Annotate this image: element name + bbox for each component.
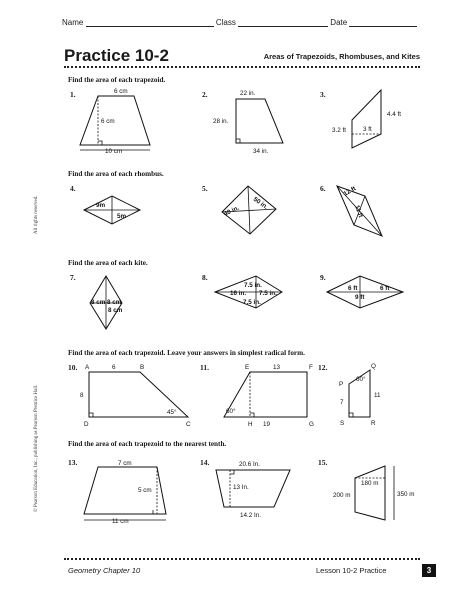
p13-base: 11 cm: [112, 518, 129, 525]
problem-6-number: 6.: [320, 184, 326, 193]
p3-left-label: 3.2 ft: [332, 127, 347, 134]
problem-7-number: 7.: [70, 273, 76, 282]
side-rights: All rights reserved.: [34, 195, 39, 234]
page-title: Practice 10-2: [64, 46, 169, 65]
problem-9-figure: [327, 276, 403, 308]
side-copyright: © Pearson Education, Inc., publishing as Pearson Prentice Hall.: [34, 384, 39, 512]
p1-base-label: 10 cm: [105, 148, 123, 155]
name-label: Name: [62, 18, 84, 27]
p15-left: 200 m: [333, 492, 351, 499]
problem-11-figure: [224, 364, 314, 428]
p6-a-label: 12 ft: [342, 185, 358, 198]
p2-side-label: 28 in.: [213, 118, 229, 125]
problem-5-figure: [222, 186, 276, 234]
p6-b-label: 11 ft: [353, 204, 365, 219]
p12-right: 11: [374, 392, 381, 399]
problem-15-figure: [333, 466, 415, 520]
p15-right: 350 m: [397, 491, 415, 498]
p12-P: P: [339, 381, 344, 388]
p7-b-label: 8 cm: [107, 299, 122, 306]
p11-E: E: [245, 364, 250, 371]
p1-top-label: 6 cm: [114, 88, 128, 95]
p11-G: G: [309, 421, 314, 428]
p14-h: 13 In.: [233, 484, 249, 491]
problem-10-figure: [80, 364, 191, 428]
p13-h: 5 cm: [138, 487, 152, 494]
p2-base-label: 34 in.: [253, 148, 269, 155]
problem-12-number: 12.: [318, 363, 328, 372]
class-label: Class: [215, 18, 236, 27]
p10-A: A: [85, 364, 90, 371]
p14-base: 14.2 In.: [240, 512, 262, 519]
p11-base: 19: [263, 421, 271, 428]
page-number: 3: [422, 564, 436, 577]
p11-top: 13: [273, 364, 281, 371]
p11-angle: 60°: [226, 408, 236, 415]
footer-chapter: Geometry Chapter 10: [68, 566, 141, 575]
problem-1-figure: [80, 88, 150, 155]
page-subtitle: Areas of Trapezoids, Rhombuses, and Kites: [263, 52, 420, 61]
p10-B: B: [140, 364, 145, 371]
p8-a-label: 7.5 in.: [244, 282, 262, 289]
p7-a-label: 8 cm: [91, 299, 106, 306]
p10-C: C: [186, 421, 191, 428]
problem-2-figure: [213, 90, 283, 155]
problem-4-figure: [84, 196, 140, 224]
p5-a-label: 50 in.: [251, 195, 270, 211]
problem-12-figure: [339, 363, 381, 427]
footer-lesson: Lesson 10-2 Practice: [316, 566, 387, 575]
problem-8-figure: [215, 276, 282, 308]
p1-height-label: 6 cm: [101, 118, 115, 125]
p4-a-label: 9m: [96, 202, 106, 209]
problem-8-number: 8.: [202, 273, 208, 282]
instruction-4: Find the area of each trapezoid. Leave your answers in simplest radical form.: [68, 349, 305, 357]
p3-right-label: 4.4 ft: [387, 111, 402, 118]
instruction-3: Find the area of each kite.: [68, 259, 148, 267]
p12-angle: 60°: [356, 376, 366, 383]
problem-11-number: 11.: [200, 363, 209, 372]
p9-c-label: 9 ft: [355, 294, 365, 301]
p4-b-label: 5m: [117, 213, 127, 220]
problem-5-number: 5.: [202, 184, 208, 193]
p9-b-label: 6 ft: [380, 285, 390, 292]
p13-top: 7 cm: [118, 460, 132, 467]
instruction-1: Find the area of each trapezoid.: [68, 76, 166, 84]
p10-side: 8: [80, 392, 84, 399]
problem-4-number: 4.: [70, 184, 76, 193]
problem-9-number: 9.: [320, 273, 326, 282]
p12-R: R: [371, 420, 376, 427]
p8-b-label: 16 in.: [230, 290, 247, 297]
problem-10-number: 10.: [68, 363, 78, 372]
instruction-2: Find the area of each rhombus.: [68, 170, 164, 178]
problem-13-figure: [84, 460, 166, 525]
p10-D: D: [84, 421, 89, 428]
p14-top: 20.6 In.: [239, 461, 261, 468]
p7-c-label: 8 cm: [108, 307, 123, 314]
problem-3-figure: [332, 90, 401, 148]
problem-1-number: 1.: [70, 90, 76, 99]
p11-H: H: [248, 421, 253, 428]
bottom-divider: [64, 558, 420, 560]
date-label: Date: [330, 18, 348, 27]
problem-6-figure: [337, 185, 382, 236]
problem-2-number: 2.: [202, 90, 208, 99]
p8-d-label: 7.5 in.: [243, 299, 261, 306]
problem-14-number: 14.: [200, 458, 210, 467]
p12-left: 7: [340, 399, 344, 406]
p10-top: 6: [112, 364, 116, 371]
p9-a-label: 6 ft: [348, 285, 358, 292]
p3-h-label: 3 ft: [363, 126, 372, 133]
p11-F: F: [309, 364, 313, 371]
p15-h: 180 m: [361, 480, 379, 487]
problem-15-number: 15.: [318, 458, 328, 467]
p5-b-label: 40 in.: [222, 204, 241, 218]
p8-c-label: 7.5 in.: [259, 290, 277, 297]
p12-Q: Q: [371, 363, 376, 370]
problem-7-figure: [90, 276, 123, 329]
problem-14-figure: [216, 461, 290, 519]
p12-S: S: [340, 420, 345, 427]
problem-13-number: 13.: [68, 458, 78, 467]
problem-3-number: 3.: [320, 90, 326, 99]
instruction-5: Find the area of each trapezoid to the nearest tenth.: [68, 440, 227, 448]
p10-angle: 45°: [167, 409, 177, 416]
p2-top-label: 22 in.: [240, 90, 256, 97]
